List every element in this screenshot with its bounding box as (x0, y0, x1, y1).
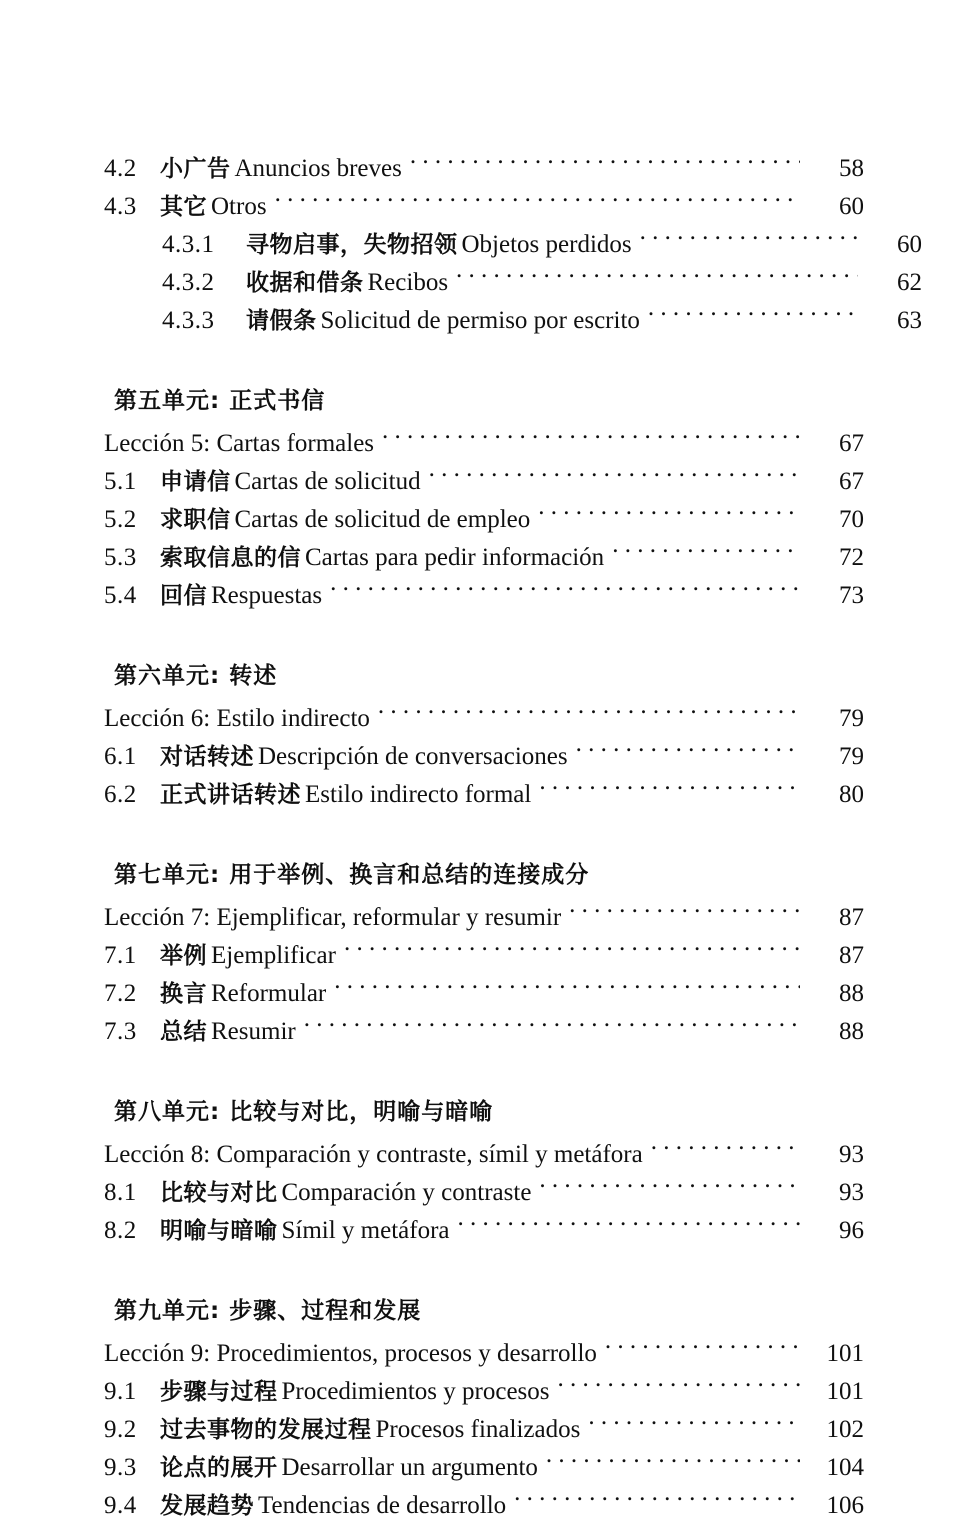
toc-entry[interactable] (100, 1136, 864, 1174)
toc-entry-number: 9.3 (104, 1454, 137, 1481)
dot-leader (275, 198, 800, 214)
toc-entry-page-number: 88 (839, 980, 864, 1007)
toc-entry-page-number: 79 (839, 705, 864, 732)
dot-leader (648, 312, 858, 328)
toc-entry-page-number: 67 (839, 430, 864, 457)
toc-entry[interactable] (100, 1335, 864, 1373)
toc-entry-page-number: 106 (826, 1492, 864, 1519)
dot-leader (546, 1459, 800, 1475)
unit-heading: 第六单元: 转述 (114, 663, 278, 689)
toc-entry-number: 5.2 (104, 506, 137, 533)
toc-entry[interactable] (100, 700, 864, 738)
toc-entry-title-chinese: 寻物启事，失物招领 (246, 232, 458, 258)
dot-leader (558, 1383, 800, 1399)
toc-entry-title-spanish: Objetos perdidos (461, 231, 632, 258)
toc-section (100, 150, 922, 340)
toc-entry-title-chinese: 换言 (160, 981, 207, 1007)
toc-entry[interactable] (100, 1174, 864, 1212)
toc-entry-title-spanish: Lección 9: Procedimientos, procesos y desarrollo (104, 1340, 597, 1367)
toc-section (100, 382, 864, 615)
toc-entry-title-spanish: Reformular (211, 980, 327, 1007)
toc-entry[interactable] (100, 1373, 864, 1411)
toc-entry[interactable] (100, 264, 922, 302)
toc-entry-title-chinese: 步骤与过程 (160, 1379, 278, 1405)
toc-section (100, 657, 864, 814)
dot-leader (588, 1421, 800, 1437)
toc-entry-title-spanish: Descripción de conversaciones (258, 743, 568, 770)
toc-entry[interactable] (100, 1212, 864, 1250)
toc-entry-title-spanish: Procedimientos y procesos (281, 1378, 550, 1405)
toc-entry-title-chinese: 明喻与暗喻 (160, 1218, 278, 1244)
toc-entry-title-spanish: Lección 8: Comparación y contraste, símil y metáfora (104, 1141, 643, 1168)
dot-leader (429, 473, 800, 489)
dot-leader (458, 1222, 800, 1238)
toc-entry-page-number: 80 (839, 781, 864, 808)
toc-entry-title-chinese: 回信 (160, 583, 207, 609)
toc-section (100, 1093, 864, 1250)
toc-entry-page-number: 101 (826, 1340, 864, 1367)
toc-entry-page-number: 72 (839, 544, 864, 571)
toc-entry-number: 9.1 (104, 1378, 137, 1405)
toc-entry[interactable] (100, 425, 864, 463)
toc-entry-title-spanish: Lección 6: Estilo indirecto (104, 705, 370, 732)
toc-entry-number: 9.2 (104, 1416, 137, 1443)
toc-entry-title-spanish: Cartas de solicitud de empleo (234, 506, 531, 533)
toc-entry[interactable] (100, 501, 864, 539)
dot-leader (410, 160, 800, 176)
toc-entry-title-chinese: 对话转述 (160, 744, 254, 770)
toc-entry[interactable] (100, 899, 864, 937)
toc-entry-page-number: 104 (826, 1454, 864, 1481)
toc-entry-page-number: 79 (839, 743, 864, 770)
toc-section (100, 1292, 864, 1525)
toc-entry-title-chinese: 比较与对比 (160, 1180, 278, 1206)
toc-entry[interactable] (100, 577, 864, 615)
table-of-contents (100, 150, 922, 1525)
toc-entry-number: 7.2 (104, 980, 137, 1007)
toc-entry-number: 4.3.1 (162, 231, 215, 258)
dot-leader (605, 1345, 800, 1361)
toc-entry[interactable] (100, 1487, 864, 1525)
toc-section (100, 856, 864, 1051)
toc-entry-title-chinese: 收据和借条 (246, 270, 364, 296)
toc-entry-page-number: 70 (839, 506, 864, 533)
toc-entry-number: 5.4 (104, 582, 137, 609)
toc-entry-page-number: 87 (839, 942, 864, 969)
dot-leader (456, 274, 858, 290)
toc-entry-title-spanish: Resumir (211, 1018, 296, 1045)
toc-entry-title-chinese: 过去事物的发展过程 (160, 1417, 372, 1443)
toc-entry-page-number: 101 (826, 1378, 864, 1405)
toc-entry-number: 8.2 (104, 1217, 137, 1244)
toc-entry[interactable] (100, 738, 864, 776)
toc-entry-number: 6.1 (104, 743, 137, 770)
toc-entry-title-chinese: 求职信 (160, 507, 231, 533)
toc-entry[interactable] (100, 226, 922, 264)
toc-entry-number: 9.4 (104, 1492, 137, 1519)
dot-leader (334, 985, 800, 1001)
toc-entry-page-number: 73 (839, 582, 864, 609)
toc-entry-title-chinese: 论点的展开 (160, 1455, 278, 1481)
toc-entry-title-chinese: 请假条 (246, 308, 317, 334)
toc-entry[interactable] (100, 150, 864, 188)
toc-entry-title-spanish: Otros (211, 193, 267, 220)
toc-entry[interactable] (100, 776, 864, 814)
toc-entry-title-spanish: Estilo indirecto formal (305, 781, 532, 808)
toc-entry-page-number: 60 (897, 231, 922, 258)
toc-entry-number: 4.3.2 (162, 269, 215, 296)
dot-leader (651, 1146, 800, 1162)
toc-entry[interactable] (100, 1449, 864, 1487)
dot-leader (576, 748, 800, 764)
toc-entry-title-chinese: 发展趋势 (160, 1493, 254, 1519)
toc-entry-title-chinese: 总结 (160, 1019, 207, 1045)
unit-heading: 第七单元: 用于举例、换言和总结的连接成分 (114, 862, 590, 888)
toc-entry-title-spanish: Respuestas (211, 582, 323, 609)
toc-entry-number: 7.3 (104, 1018, 137, 1045)
toc-entry-title-spanish: Solicitud de permiso por escrito (320, 307, 640, 334)
toc-entry-number: 5.3 (104, 544, 137, 571)
dot-leader (539, 1184, 800, 1200)
toc-entry[interactable] (100, 463, 864, 501)
toc-entry[interactable] (100, 539, 864, 577)
toc-entry[interactable] (100, 188, 864, 226)
toc-entry-page-number: 93 (839, 1141, 864, 1168)
dot-leader (304, 1023, 800, 1039)
unit-heading: 第八单元: 比较与对比，明喻与暗喻 (114, 1099, 494, 1125)
toc-entry[interactable] (100, 937, 864, 975)
toc-entry-title-spanish: Cartas para pedir información (305, 544, 605, 571)
toc-entry[interactable] (100, 1013, 864, 1051)
toc-entry-page-number: 60 (839, 193, 864, 220)
toc-entry-page-number: 67 (839, 468, 864, 495)
dot-leader (382, 435, 800, 451)
toc-entry-title-chinese: 正式讲话转述 (160, 782, 301, 808)
toc-entry-title-chinese: 索取信息的信 (160, 545, 301, 571)
toc-entry-title-chinese: 申请信 (160, 469, 231, 495)
toc-entry-page-number: 93 (839, 1179, 864, 1206)
dot-leader (569, 909, 800, 925)
unit-heading: 第五单元: 正式书信 (114, 388, 326, 414)
toc-entry-number: 4.3.3 (162, 307, 215, 334)
toc-entry-page-number: 62 (897, 269, 922, 296)
toc-entry-title-spanish: Procesos finalizados (375, 1416, 581, 1443)
dot-leader (378, 710, 800, 726)
dot-leader (538, 511, 800, 527)
toc-entry-title-spanish: Ejemplificar (211, 942, 336, 969)
toc-entry[interactable] (100, 975, 864, 1013)
toc-entry-page-number: 96 (839, 1217, 864, 1244)
toc-entry-number: 7.1 (104, 942, 137, 969)
dot-leader (539, 786, 800, 802)
toc-entry-page-number: 102 (826, 1416, 864, 1443)
toc-entry-page-number: 63 (897, 307, 922, 334)
toc-entry-page-number: 58 (839, 155, 864, 182)
toc-entry-title-spanish: Cartas de solicitud (234, 468, 421, 495)
toc-entry-title-spanish: Desarrollar un argumento (281, 1454, 538, 1481)
toc-entry-number: 8.1 (104, 1179, 137, 1206)
toc-entry-title-chinese: 其它 (160, 194, 207, 220)
dot-leader (514, 1497, 800, 1513)
toc-entry-title-chinese: 小广告 (160, 156, 231, 182)
toc-entry-page-number: 87 (839, 904, 864, 931)
toc-entry[interactable] (100, 302, 922, 340)
toc-entry-number: 4.3 (104, 193, 137, 220)
dot-leader (344, 947, 800, 963)
toc-entry-number: 6.2 (104, 781, 137, 808)
unit-heading: 第九单元: 步骤、过程和发展 (114, 1298, 422, 1324)
dot-leader (612, 549, 800, 565)
toc-entry-title-spanish: Tendencias de desarrollo (258, 1492, 507, 1519)
toc-entry-title-spanish: Símil y metáfora (281, 1217, 450, 1244)
toc-entry-title-spanish: Anuncios breves (234, 155, 402, 182)
toc-entry-title-chinese: 举例 (160, 943, 207, 969)
toc-entry-title-spanish: Recibos (367, 269, 449, 296)
toc-entry-page-number: 88 (839, 1018, 864, 1045)
toc-entry-title-spanish: Lección 5: Cartas formales (104, 430, 375, 457)
dot-leader (330, 587, 800, 603)
dot-leader (640, 236, 858, 252)
toc-entry[interactable] (100, 1411, 864, 1449)
toc-entry-number: 4.2 (104, 155, 137, 182)
toc-entry-number: 5.1 (104, 468, 137, 495)
toc-entry-title-spanish: Comparación y contraste (281, 1179, 532, 1206)
toc-entry-title-spanish: Lección 7: Ejemplificar, reformular y resumir (104, 904, 562, 931)
